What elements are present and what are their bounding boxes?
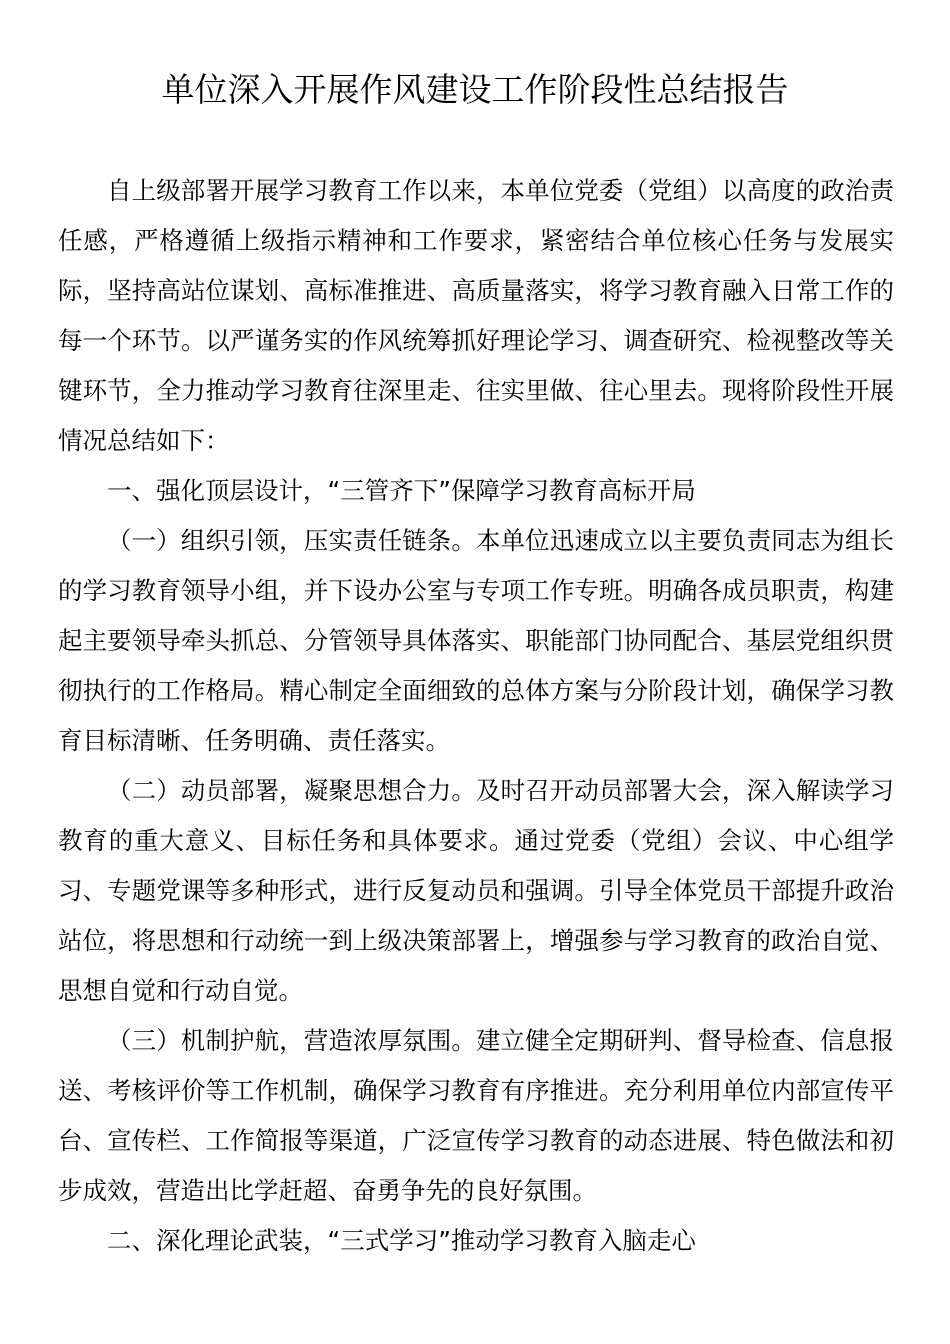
section-2-heading: 二、深化理论武装，“三式学习”推动学习教育入脑走心 [107,1226,696,1255]
intro-paragraph: 自上级部署开展学习教育工作以来，本单位党委（党组）以高度的政治责任感，严格遵循上级指示精神和工作要求，紧密结合单位核心任务与发展实际，坚持高站位谋划、高标准推进、高质量落实，将学习教育融入日常工作的每一个环节。以严谨务实的作风统筹抓好理论学习、调查研究、检视整改等关键环节，全力推动学习教育往深里走、往实里做、往心里去。现将阶段性开展情况总结如下： [58,176,894,455]
section-1-heading: 一、强化顶层设计，“三管齐下”保障学习教育高标开局 [107,476,696,505]
section-1-paragraph-3: （三）机制护航，营造浓厚氛围。建立健全定期研判、督导检查、信息报送、考核评价等工作机制，确保学习教育有序推进。充分利用单位内部宣传平台、宣传栏、工作简报等渠道，广泛宣传学习教育的动态进展、特色做法和初步成效，营造出比学赶超、奋勇争先的良好氛围。 [58,1026,894,1205]
section-1-paragraph-2: （二）动员部署，凝聚思想合力。及时召开动员部署大会，深入解读学习教育的重大意义、目标任务和具体要求。通过党委（党组）会议、中心组学习、专题党课等多种形式，进行反复动员和强调。引导全体党员干部提升政治站位，将思想和行动统一到上级决策部署上，增强参与学习教育的政治自觉、思想自觉和行动自觉。 [58,776,894,1005]
section-1-paragraph-1: （一）组织引领，压实责任链条。本单位迅速成立以主要负责同志为组长的学习教育领导小组，并下设办公室与专项工作专班。明确各成员职责，构建起主要领导牵头抓总、分管领导具体落实、职能部门协同配合、基层党组织贯彻执行的工作格局。精心制定全面细致的总体方案与分阶段计划，确保学习教育目标清晰、任务明确、责任落实。 [58,526,894,755]
document-title: 单位深入开展作风建设工作阶段性总结报告 [161,70,789,109]
document-body [58,166,894,1266]
